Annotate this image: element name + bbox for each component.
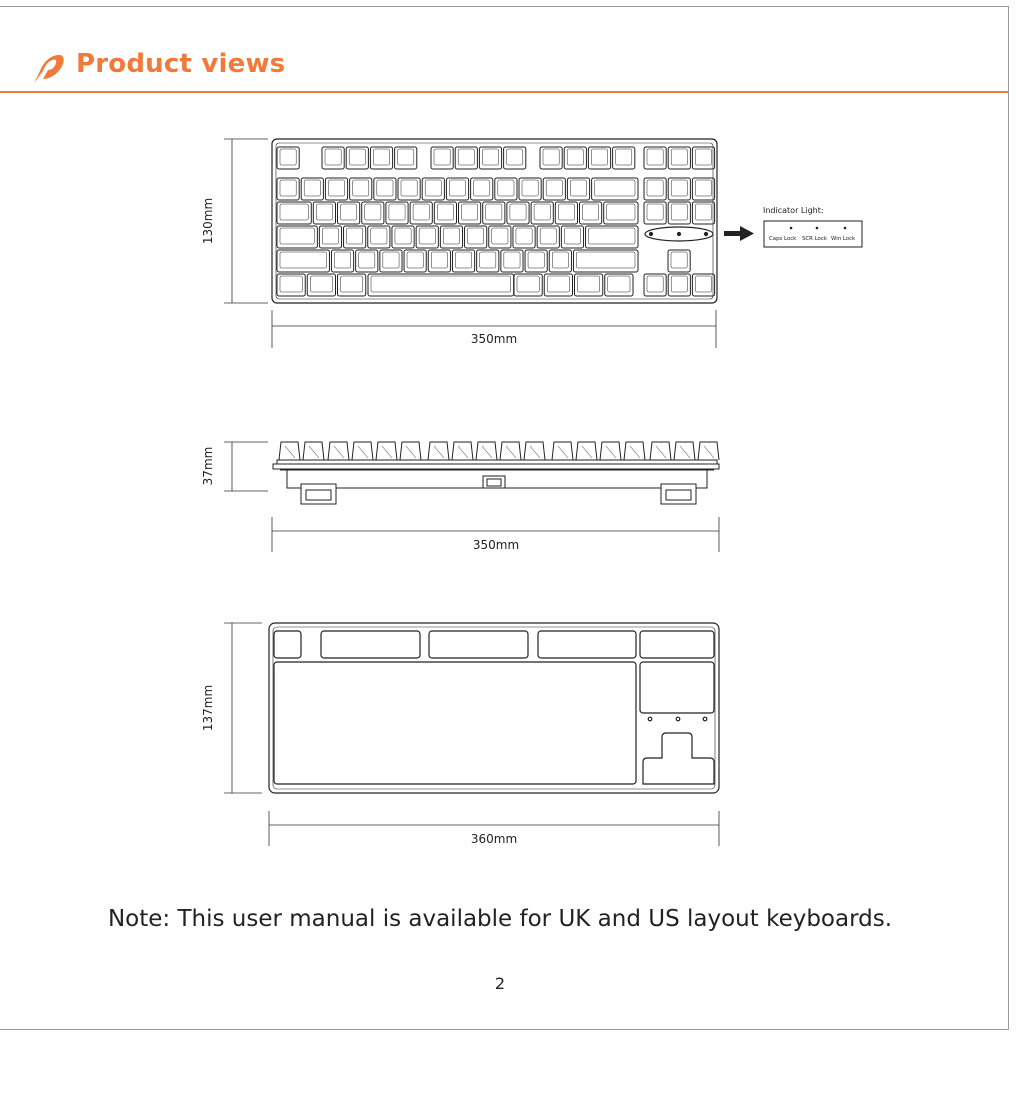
bottom-height-label: 137mm: [201, 684, 215, 732]
keycap: [504, 147, 526, 169]
keycap-side: [674, 442, 695, 460]
keycap: [368, 274, 514, 296]
keycap: [465, 226, 487, 248]
page-number: 2: [494, 974, 506, 993]
keycap: [668, 202, 690, 224]
keycap: [277, 226, 317, 248]
keycap-side: [600, 442, 621, 460]
keycap: [446, 178, 468, 200]
bottom-width-label: 360mm: [470, 832, 518, 846]
indicator-box: [764, 221, 862, 247]
indicator-caps-lock: Caps Lock: [769, 236, 797, 242]
keycap: [519, 178, 541, 200]
keycap: [604, 202, 638, 224]
keycap-side: [400, 442, 421, 460]
keycap: [356, 250, 378, 272]
top-width-label: 350mm: [470, 332, 518, 346]
keycap: [395, 147, 417, 169]
keycap: [434, 202, 456, 224]
keycap: [573, 250, 638, 272]
keycap-side: [698, 442, 719, 460]
keycap: [692, 274, 714, 296]
indicator-scr-lock: SCR Lock: [802, 236, 827, 242]
keycap: [575, 274, 603, 296]
keycap: [277, 274, 305, 296]
keycap: [580, 202, 602, 224]
side-width-label: 350mm: [472, 538, 520, 552]
keycap-side: [279, 442, 300, 460]
keyboard-side-view: [273, 442, 719, 504]
keycap-side: [500, 442, 521, 460]
keycap: [277, 250, 329, 272]
keycap: [331, 250, 353, 272]
keyboard-top-view: [272, 139, 717, 303]
keycap-side: [524, 442, 545, 460]
keycap-side: [650, 442, 671, 460]
keycap: [479, 147, 501, 169]
keycap: [471, 178, 493, 200]
keycap: [404, 250, 426, 272]
keycap: [380, 250, 402, 272]
keycap-side: [303, 442, 324, 460]
keycap: [350, 178, 372, 200]
keycap: [531, 202, 553, 224]
keycap: [692, 147, 714, 169]
layout-note: Note: This user manual is available for UK and US layout keyboards.: [107, 906, 893, 932]
keycap: [561, 226, 583, 248]
keycap: [540, 147, 562, 169]
top-height-label: 130mm: [201, 197, 215, 245]
keycap: [362, 202, 384, 224]
keycap: [422, 178, 444, 200]
keycap-side: [376, 442, 397, 460]
keycap-side: [352, 442, 373, 460]
keycap: [338, 202, 360, 224]
keycap-side: [476, 442, 497, 460]
keycap: [459, 202, 481, 224]
keycap: [507, 202, 529, 224]
keycap: [644, 202, 666, 224]
keycap: [513, 226, 535, 248]
keycap: [392, 226, 414, 248]
keycap: [416, 226, 438, 248]
keycap: [301, 178, 323, 200]
keycap: [644, 178, 666, 200]
keycap: [668, 178, 690, 200]
keycap: [549, 250, 571, 272]
keycap: [588, 147, 610, 169]
keycap: [277, 202, 311, 224]
keycap: [692, 178, 714, 200]
keycap: [410, 202, 432, 224]
keycap: [374, 178, 396, 200]
top-dimension-lines: [224, 139, 716, 348]
keycap-side: [624, 442, 645, 460]
keycap: [325, 178, 347, 200]
keycap: [368, 226, 390, 248]
keycap: [344, 226, 366, 248]
keycap: [543, 178, 565, 200]
keycap-side: [428, 442, 449, 460]
keycap: [692, 202, 714, 224]
keycap: [537, 226, 559, 248]
keycap: [370, 147, 392, 169]
keycap: [346, 147, 368, 169]
side-height-label: 37mm: [201, 446, 215, 486]
page-title: Product views: [76, 49, 286, 79]
keyboard-bottom-view: [269, 623, 719, 793]
keycap: [477, 250, 499, 272]
keycap: [322, 147, 344, 169]
keycap: [668, 274, 690, 296]
keycap: [495, 178, 517, 200]
indicator-win-lock: Win Lock: [831, 236, 856, 242]
keycap: [564, 147, 586, 169]
keycap: [668, 250, 690, 272]
keycap: [319, 226, 341, 248]
keycap: [567, 178, 589, 200]
keycap: [586, 226, 638, 248]
keycap: [514, 274, 542, 296]
keycap-side: [452, 442, 473, 460]
keycap: [440, 226, 462, 248]
keycap: [605, 274, 633, 296]
indicator-title: Indicator Light:: [763, 206, 824, 215]
keycap: [501, 250, 523, 272]
bottom-dimension-lines: [224, 623, 719, 846]
keycap: [313, 202, 335, 224]
keycap: [431, 147, 453, 169]
keycap: [277, 147, 299, 169]
keycap: [544, 274, 572, 296]
keycap: [307, 274, 335, 296]
keycap: [644, 274, 666, 296]
keycap: [555, 202, 577, 224]
keycap-side: [576, 442, 597, 460]
keycap: [668, 147, 690, 169]
keycap: [592, 178, 638, 200]
keycap: [489, 226, 511, 248]
keycap: [644, 147, 666, 169]
keycap: [428, 250, 450, 272]
keycap: [398, 178, 420, 200]
keycap: [613, 147, 635, 169]
keycap: [455, 147, 477, 169]
keycap-side: [328, 442, 349, 460]
keycap-side: [552, 442, 573, 460]
keycap: [386, 202, 408, 224]
keycap: [452, 250, 474, 272]
arrow-right-icon: [724, 226, 754, 241]
keycap: [525, 250, 547, 272]
keycap: [277, 178, 299, 200]
keycap: [483, 202, 505, 224]
keycap: [338, 274, 366, 296]
